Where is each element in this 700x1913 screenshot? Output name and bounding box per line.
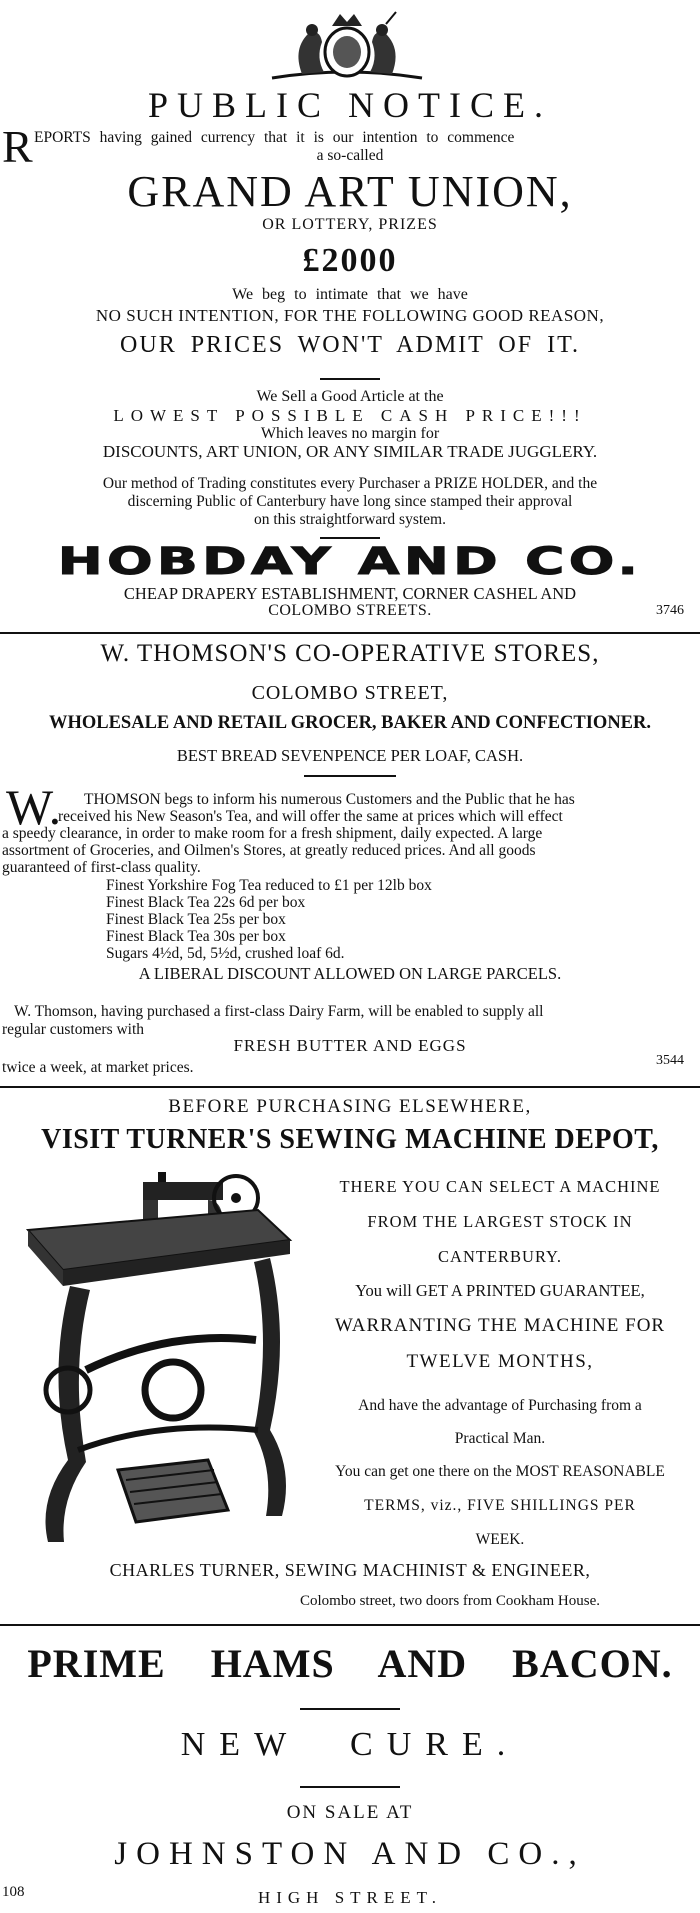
grand-art-union: GRAND ART UNION, — [127, 167, 573, 216]
turner-line: FROM THE LARGEST STOCK IN — [367, 1212, 633, 1231]
dairy-line2: regular customers with — [2, 1021, 145, 1038]
hobday-firm: HOBDAY AND CO. — [57, 540, 643, 583]
method-line2: discerning Public of Canterbury have long since stamped their approval — [127, 493, 573, 510]
dairy-line1: W. Thomson, having purchased a first-class Dairy Farm, will be enabled to supply all — [14, 1003, 544, 1020]
thomson-ref: 3544 — [656, 1053, 684, 1068]
turner-line: And have the advantage of Purchasing from a — [358, 1397, 642, 1414]
on-sale-at: ON SALE AT — [286, 1802, 414, 1823]
tea-item: Finest Black Tea 30s per box — [106, 928, 286, 945]
fresh-butter-eggs: FRESH BUTTER AND EGGS — [233, 1036, 467, 1055]
turner-line: Practical Man. — [454, 1430, 546, 1447]
turner-line: TERMS, viz., FIVE SHILLINGS PER — [364, 1497, 636, 1514]
turner-line: WEEK. — [475, 1531, 525, 1548]
sewing-machine-illustration — [8, 1170, 298, 1550]
new-cure: NEW CURE. — [180, 1726, 520, 1763]
thomson-body5: guaranteed of first-class quality. — [2, 859, 201, 876]
turner-line: TWELVE MONTHS, — [406, 1351, 594, 1372]
lowest-price: LOWEST POSSIBLE CASH PRICE!!! — [113, 406, 587, 425]
thomson-title: W. THOMSON'S CO-OPERATIVE STORES, — [100, 640, 600, 667]
notice-title: PUBLIC NOTICE. — [148, 85, 552, 125]
thomson-trade: WHOLESALE AND RETAIL GROCER, BAKER AND CONFECTIONER. — [48, 713, 652, 733]
thomson-body4: assortment of Groceries, and Oilmen's Stores, at greatly reduced prices. And all goods — [2, 842, 536, 859]
prices-wont-admit: OUR PRICES WON'T ADMIT OF IT. — [120, 332, 580, 358]
thomson-body2: received his New Season's Tea, and will offer the same at prices which will effect — [58, 808, 563, 825]
liberal-discount: A LIBERAL DISCOUNT ALLOWED ON LARGE PARCELS. — [138, 964, 562, 983]
section-divider — [0, 1624, 700, 1626]
royal-coat-of-arms — [262, 8, 432, 82]
divider — [320, 378, 380, 380]
divider — [304, 775, 396, 777]
method-line3: on this straightforward system. — [253, 511, 446, 528]
section-divider — [0, 632, 700, 634]
turner-line: CANTERBURY. — [438, 1247, 562, 1266]
turner-line: You can get one there on the MOST REASONABLE — [335, 1463, 665, 1480]
tea-item: Finest Black Tea 25s per box — [106, 911, 286, 928]
sugar-item: Sugars 4½d, 5d, 5½d, crushed loaf 6d. — [106, 945, 345, 962]
divider — [300, 1786, 400, 1788]
hobday-address2: COLOMBO STREETS. — [268, 602, 432, 619]
we-sell: We Sell a Good Article at the — [256, 388, 444, 405]
high-street: HIGH STREET. — [257, 1888, 443, 1907]
thomson-drop-cap: W. — [6, 779, 62, 835]
divider — [300, 1708, 400, 1710]
or-lottery: OR LOTTERY, PRIZES — [262, 216, 438, 233]
before-purchasing: BEFORE PURCHASING ELSEWHERE, — [168, 1096, 532, 1117]
charles-turner: CHARLES TURNER, SEWING MACHINIST & ENGINEER, — [109, 1560, 591, 1580]
turner-line: WARRANTING THE MACHINE FOR — [334, 1315, 666, 1336]
tea-item: Finest Yorkshire Fog Tea reduced to £1 per 12lb box — [106, 877, 432, 894]
prime-hams: PRIME HAMS AND BACON. — [27, 1641, 673, 1686]
thomson-bread: BEST BREAD SEVENPENCE PER LOAF, CASH. — [176, 746, 524, 765]
tea-item: Finest Black Tea 22s 6d per box — [106, 894, 306, 911]
which-leaves: Which leaves no margin for — [260, 425, 440, 442]
prize-amount: £2000 — [302, 242, 398, 279]
notice-intro-line2: a so-called — [316, 147, 384, 164]
method-line1: Our method of Trading constitutes every Purchaser a PRIZE HOLDER, and the — [102, 475, 598, 492]
we-beg: We beg to intimate that we have — [232, 286, 468, 303]
notice-intro-line1: EPORTS having gained currency that it is our intention to commence — [34, 129, 515, 146]
hobday-address1: CHEAP DRAPERY ESTABLISHMENT, CORNER CASHEL AND — [123, 584, 577, 603]
turner-line: THERE YOU CAN SELECT A MACHINE — [339, 1177, 661, 1196]
turner-line: You will GET A PRINTED GUARANTEE, — [355, 1281, 645, 1300]
discounts-line: DISCOUNTS, ART UNION, OR ANY SIMILAR TRADE JUGGLERY. — [102, 442, 598, 461]
turner-title: VISIT TURNER'S SEWING MACHINE DEPOT, — [41, 1124, 659, 1155]
hobday-ref: 3746 — [656, 603, 684, 618]
johnston-firm: JOHNSTON AND CO., — [114, 1836, 586, 1872]
no-such-intention: NO SUCH INTENTION, FOR THE FOLLOWING GOOD REASON, — [95, 306, 605, 325]
divider — [320, 537, 380, 539]
thomson-street: COLOMBO STREET, — [251, 682, 449, 704]
section-divider — [0, 1086, 700, 1088]
notice-drop-cap: R — [2, 121, 33, 172]
thomson-body1: THOMSON begs to inform his numerous Customers and the Public that he has — [84, 791, 575, 808]
thomson-body3: a speedy clearance, in order to make room for a fresh shipment, daily expected. A large — [2, 825, 543, 842]
dairy-line3: twice a week, at market prices. — [2, 1059, 194, 1076]
turner-address: Colombo street, two doors from Cookham House. — [300, 1593, 600, 1609]
johnston-ref: 108 — [2, 1884, 25, 1900]
